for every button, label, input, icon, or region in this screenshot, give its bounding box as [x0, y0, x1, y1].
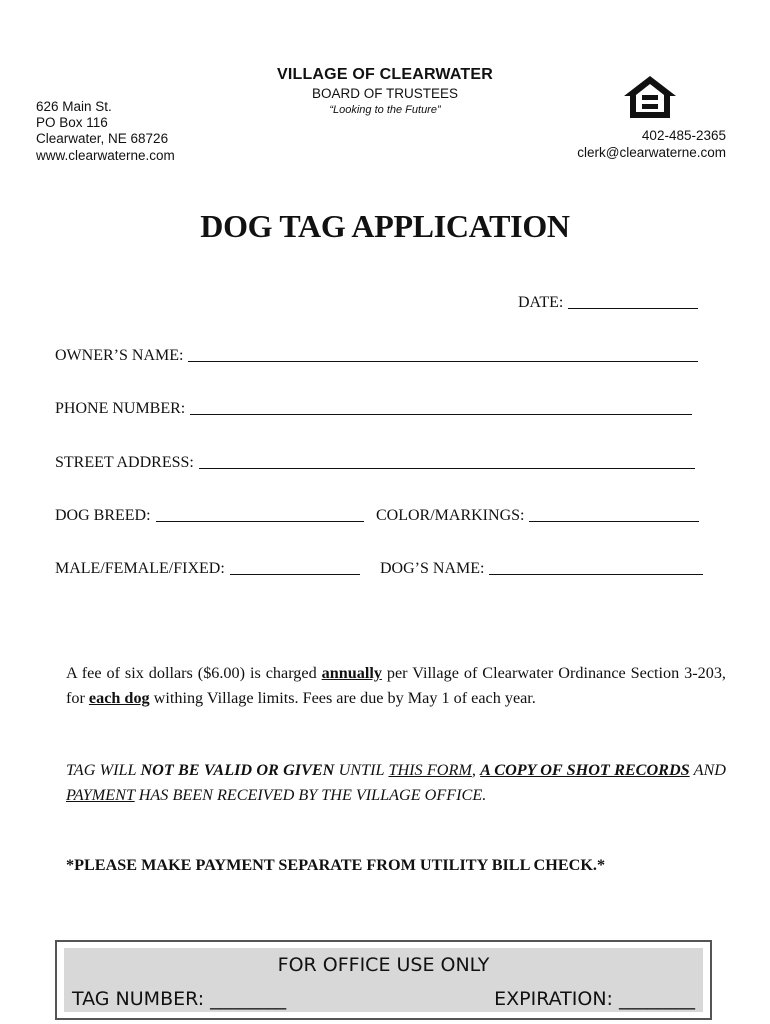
color-markings-input-line[interactable]	[529, 506, 699, 522]
address-website: www.clearwaterne.com	[36, 148, 175, 163]
office-use-panel	[64, 948, 703, 1012]
street-address-label: STREET ADDRESS:	[55, 454, 194, 471]
fee-text-1: A fee of six dollars ($6.00) is charged	[66, 664, 322, 682]
email-address: clerk@clearwaterne.com	[577, 145, 726, 160]
date-field[interactable]	[518, 290, 698, 312]
org-name: VILLAGE OF CLEARWATER	[276, 66, 494, 83]
owner-name-label: OWNER’S NAME:	[55, 347, 184, 364]
shot-records-emphasis: A COPY OF SHOT RECORDS	[480, 761, 690, 779]
owner-name-field[interactable]	[55, 343, 698, 365]
expiration-field: EXPIRATION: ________	[494, 988, 695, 1010]
date-input-line[interactable]	[568, 293, 698, 309]
dog-breed-label: DOG BREED:	[55, 507, 151, 524]
dog-breed-input-line[interactable]	[156, 506, 364, 522]
payment-emphasis: PAYMENT	[66, 786, 135, 804]
sex-label: MALE/FEMALE/FIXED:	[55, 560, 225, 577]
sex-field[interactable]	[55, 556, 360, 578]
fee-paragraph	[66, 661, 726, 711]
notice-paragraph	[66, 758, 726, 808]
street-address-field[interactable]	[55, 450, 695, 472]
address-city: Clearwater, NE 68726	[36, 131, 169, 146]
dog-name-label: DOG’S NAME:	[380, 560, 485, 577]
tag-number-field: TAG NUMBER: ________	[72, 988, 287, 1010]
fee-text-2: per Village of Clearwater Ordinance Section 3-203, for	[66, 664, 726, 707]
notice-text-1: TAG WILL	[66, 761, 141, 779]
color-markings-label: COLOR/MARKINGS:	[376, 507, 525, 524]
notice-text-5: HAS BEEN RECEIVED BY THE VILLAGE OFFICE.	[134, 786, 487, 804]
dog-name-field[interactable]	[380, 556, 703, 578]
sex-input-line[interactable]	[230, 559, 360, 575]
board-of-trustees: BOARD OF TRUSTEES	[311, 86, 459, 101]
notice-text-4: AND	[689, 761, 726, 779]
phone-number-field[interactable]	[55, 396, 692, 418]
owner-name-input-line[interactable]	[188, 346, 698, 362]
street-address-input-line[interactable]	[199, 453, 695, 469]
dog-breed-field[interactable]	[55, 503, 364, 525]
each-dog-emphasis: each dog	[88, 689, 150, 707]
not-valid-emphasis: NOT BE VALID OR GIVEN	[140, 761, 335, 779]
phone-number-input-line[interactable]	[190, 399, 692, 415]
dog-name-input-line[interactable]	[489, 559, 703, 575]
office-use-box	[55, 940, 712, 1020]
page-title: DOG TAG APPLICATION	[200, 208, 570, 244]
date-label: DATE:	[518, 294, 564, 311]
phone-number: 402-485-2365	[641, 128, 726, 143]
fee-text-3: withing Village limits. Fees are due by May 1 of each year.	[149, 689, 536, 707]
notice-text-2: UNTIL	[334, 761, 389, 779]
payment-note: *PLEASE MAKE PAYMENT SEPARATE FROM UTILITY BILL CHECK.*	[66, 856, 606, 874]
phone-number-label: PHONE NUMBER:	[55, 400, 186, 417]
address-street: 626 Main St.	[36, 99, 112, 114]
office-use-heading: FOR OFFICE USE ONLY	[277, 954, 490, 976]
motto: “Looking to the Future”	[329, 104, 441, 116]
annually-emphasis: annually	[321, 664, 382, 682]
color-markings-field[interactable]	[376, 503, 699, 525]
equal-housing-opportunity-icon	[622, 74, 678, 122]
this-form-emphasis: THIS FORM	[388, 761, 472, 779]
notice-text-3: ,	[471, 761, 481, 779]
address-po-box: PO Box 116	[36, 115, 108, 130]
